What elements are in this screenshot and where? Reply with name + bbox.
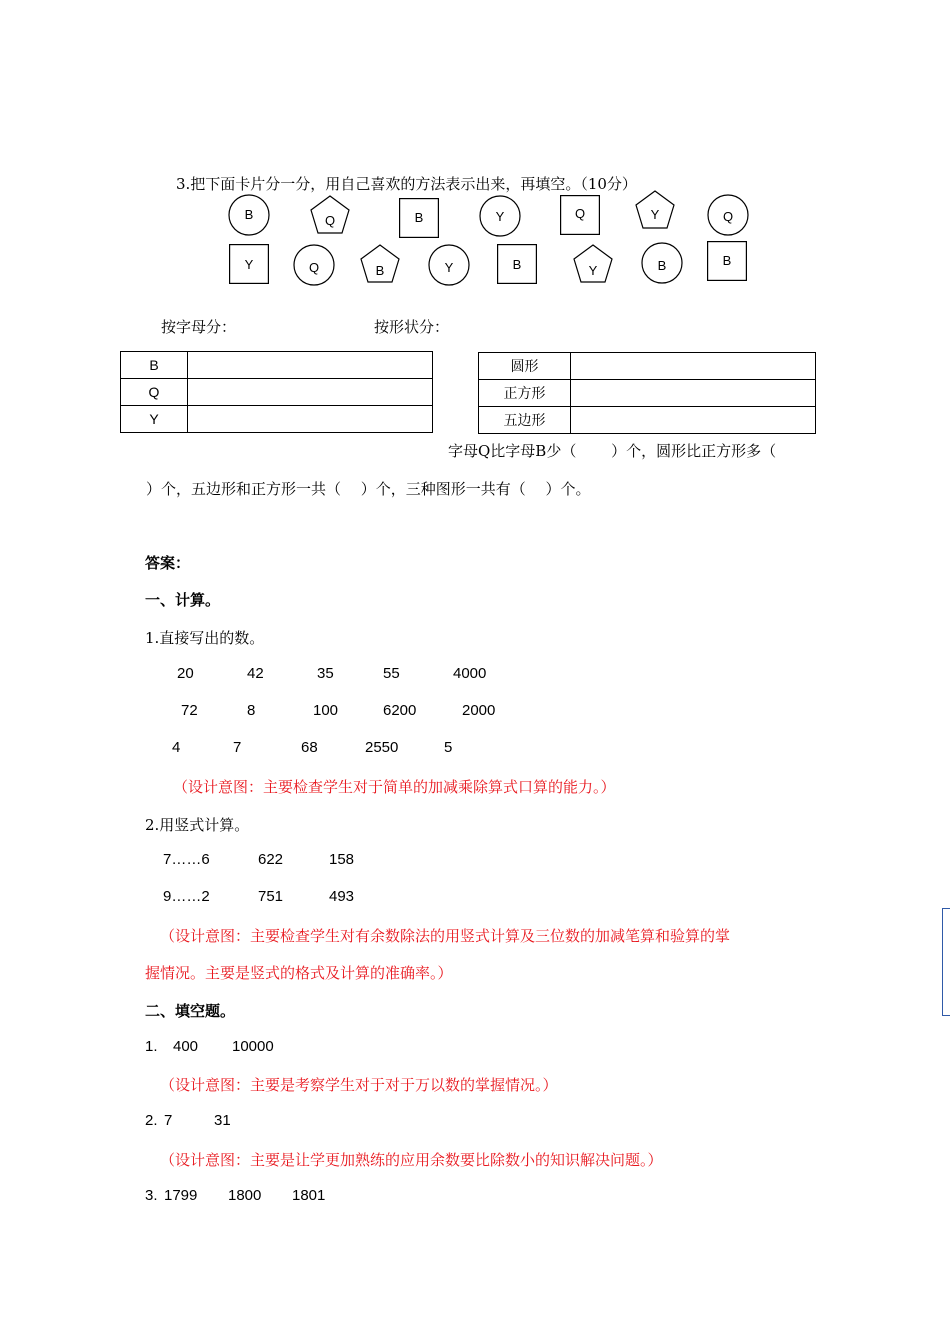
answers-heading: 答案： (145, 554, 191, 572)
answer-value: 42 (247, 665, 264, 682)
answer-value: 68 (301, 739, 318, 756)
card-letter: B (244, 207, 254, 222)
answer-cell[interactable] (188, 352, 433, 379)
card-letter: Y (444, 260, 454, 275)
cropped-text-box (942, 908, 950, 1016)
letter-table (120, 351, 433, 433)
section-heading: 二、填空题。 (145, 1002, 236, 1020)
card-letter: Y (588, 263, 598, 278)
design-note: 握情况。主要是竖式的格式及计算的准确率。） (145, 964, 453, 982)
fill-blank-line: 字母Q比字母B少（ ）个，圆形比正方形多（ (448, 442, 777, 460)
card-letter: Y (495, 209, 505, 224)
card-letter: Q (324, 213, 336, 228)
card-circle (429, 245, 469, 285)
answer-value: 20 (177, 665, 194, 682)
question-number: 2. (145, 1112, 158, 1129)
card-letter: Y (244, 257, 254, 272)
design-note: （设计意图：主要是考察学生对于对于万以数的掌握情况。） (160, 1076, 558, 1094)
question-title: 2.用竖式计算。 (145, 816, 250, 834)
table-row (121, 379, 433, 406)
card-pentagon (635, 190, 675, 230)
answer-value: 1800 (228, 1187, 262, 1204)
table-row (479, 353, 816, 380)
answer-value: 6200 (383, 702, 417, 719)
card-circle (642, 243, 682, 283)
letter-cell: B (121, 352, 188, 379)
card-pentagon (310, 195, 350, 235)
answer-value: 31 (214, 1112, 231, 1129)
question-title: 3.把下面卡片分一分，用自己喜欢的方法表示出来，再填空。（10分） (176, 175, 637, 193)
card-circle (480, 196, 520, 236)
card-circle (294, 245, 334, 285)
card-pentagon (360, 244, 400, 284)
shape-cell: 五边形 (479, 407, 571, 434)
answer-value: 1799 (164, 1187, 198, 1204)
card-letter: Q (308, 260, 320, 275)
card-square (707, 241, 747, 281)
shape-cell: 正方形 (479, 380, 571, 407)
answer-value: 55 (383, 665, 400, 682)
answer-value: 158 (329, 851, 355, 868)
answer-value: 7……6 (163, 851, 210, 868)
by-shape-label: 按形状分： (374, 318, 450, 336)
answer-value: 2000 (462, 702, 496, 719)
answer-cell[interactable] (571, 353, 816, 380)
card-square (399, 198, 439, 238)
card-circle (708, 195, 748, 235)
answer-value: 1801 (292, 1187, 326, 1204)
card-letter: B (414, 210, 424, 225)
answer-value: 751 (258, 888, 284, 905)
design-note: （设计意图：主要检查学生对于简单的加减乘除算式口算的能力。） (173, 778, 616, 796)
card-letter: Q (722, 209, 734, 224)
card-square (560, 195, 600, 235)
design-note: （设计意图：主要是让学更加熟练的应用余数要比除数小的知识解决问题。） (160, 1151, 663, 1169)
answer-value: 7 (233, 739, 242, 756)
answer-value: 9……2 (163, 888, 210, 905)
answer-value: 2550 (365, 739, 399, 756)
answer-value: 100 (313, 702, 339, 719)
answer-value: 72 (181, 702, 198, 719)
answer-value: 4 (172, 739, 181, 756)
card-letter: B (722, 253, 732, 268)
answer-value: 10000 (232, 1038, 274, 1055)
card-letter: B (375, 263, 385, 278)
answer-value: 7 (164, 1112, 173, 1129)
table-row (121, 406, 433, 433)
question-number: 3. (145, 1187, 158, 1204)
question-title: 1.直接写出的数。 (145, 629, 265, 647)
card-square (229, 244, 269, 284)
answer-value: 5 (444, 739, 453, 756)
letter-cell: Q (121, 379, 188, 406)
card-letter: B (512, 257, 522, 272)
by-letter-label: 按字母分： (161, 318, 237, 336)
answer-value: 4000 (453, 665, 487, 682)
answer-value: 8 (247, 702, 256, 719)
answer-value: 400 (173, 1038, 199, 1055)
letter-cell: Y (121, 406, 188, 433)
table-row (479, 380, 816, 407)
card-circle (229, 195, 269, 235)
answer-value: 622 (258, 851, 284, 868)
card-letter: Q (574, 206, 586, 221)
answer-cell[interactable] (571, 380, 816, 407)
card-square (497, 244, 537, 284)
answer-value: 35 (317, 665, 334, 682)
table-row (479, 407, 816, 434)
table-row (121, 352, 433, 379)
fill-blank-line: ）个，五边形和正方形一共（ ）个，三种图形一共有（ ）个。 (146, 480, 591, 498)
answer-cell[interactable] (571, 407, 816, 434)
answer-cell[interactable] (188, 379, 433, 406)
card-letter: B (657, 258, 667, 273)
shape-table (478, 352, 816, 434)
card-pentagon (573, 244, 613, 284)
answer-cell[interactable] (188, 406, 433, 433)
shape-cell: 圆形 (479, 353, 571, 380)
section-heading: 一、计算。 (145, 591, 221, 609)
question-number: 1. (145, 1038, 158, 1055)
design-note: （设计意图：主要检查学生对有余数除法的用竖式计算及三位数的加减笔算和验算的掌 (160, 927, 731, 945)
answer-value: 493 (329, 888, 355, 905)
card-letter: Y (650, 207, 660, 222)
